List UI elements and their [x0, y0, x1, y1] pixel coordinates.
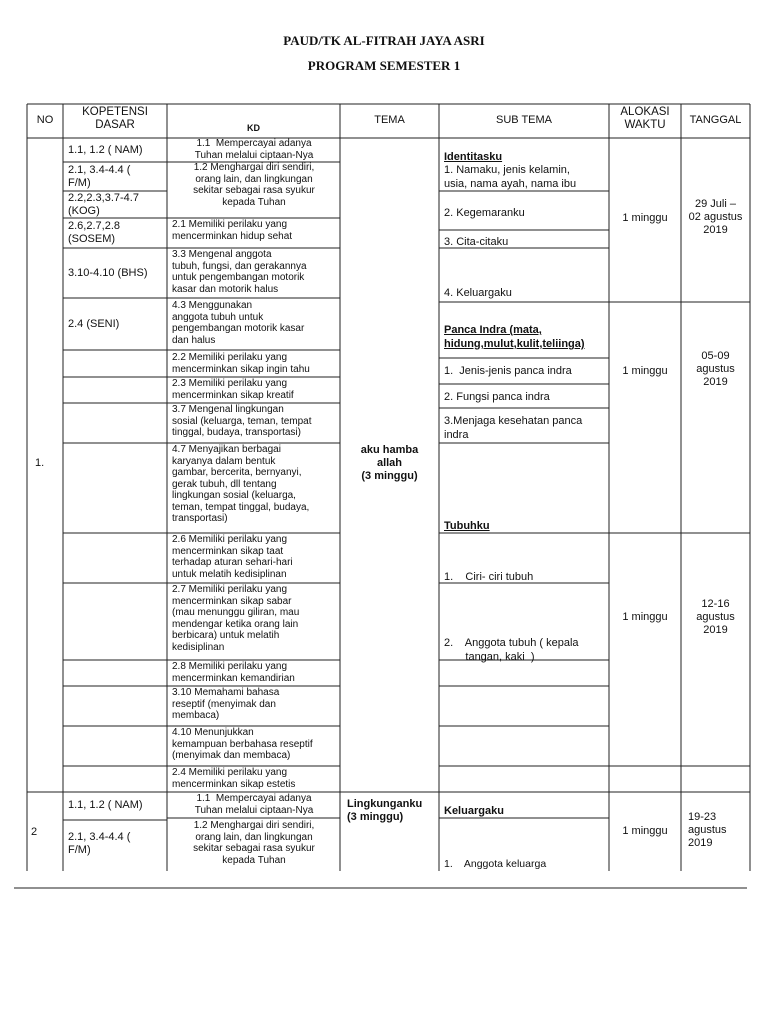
subtema-item: 2. Fungsi panca indra — [444, 391, 550, 403]
tanggal-row2: 19-23 agustus 2019 — [688, 811, 727, 849]
col-header-tanggal: TANGGAL — [689, 114, 742, 126]
subtema-title-identitasku: Identitasku — [444, 151, 503, 163]
subtema-item: 4. Keluargaku — [444, 287, 512, 299]
row2-kompetensi-2: 2.1, 3.4-4.4 ( F/M) — [68, 831, 131, 856]
kd-2-2: 2.2 Memiliki perilaku yang mencerminkan sikap ingin tahu — [172, 352, 310, 375]
col-header-alokasi: ALOKASI WAKTU — [620, 106, 670, 131]
kd-2-7: 2.7 Memiliki perilaku yang mencerminkan sikap sabar (mau menunggu giliran, mau mendengar ketika orang lain berbicara) untuk melatih kedisiplinan — [172, 584, 300, 653]
subtema-item: 1. Jenis-jenis panca indra — [444, 365, 572, 377]
school-title: PAUD/TK AL-FITRAH JAYA ASRI — [283, 33, 485, 48]
kd-3-7: 3.7 Mengenal lingkungan sosial (keluarga, teman, tempat tinggal, budaya, transportasi) — [172, 404, 312, 438]
col-header-sub-tema: SUB TEMA — [495, 114, 553, 126]
alokasi-week-3: 1 minggu — [622, 611, 668, 623]
kd-2-8: 2.8 Memiliki perilaku yang mencerminkan kemandirian — [172, 661, 295, 684]
kd-3-10: 3.10 Memahami bahasa reseptif (menyimak dan membaca) — [172, 687, 280, 721]
row2-kd-1-1: 1.1 Mempercayai adanya Tuhan melalui ciptaan-Nya — [194, 793, 314, 816]
subtema-item: 1. Anggota keluarga — [444, 858, 547, 870]
col-header-no: NO — [36, 114, 54, 126]
col-header-kompetensi: KOPETENSI DASAR — [82, 106, 148, 131]
row2-no: 2 — [31, 826, 38, 838]
row1-kompetensi-2: 2.1, 3.4-4.4 ( F/M) — [68, 164, 131, 189]
row1-kompetensi-6: 2.4 (SENI) — [68, 318, 120, 330]
row1-no: 1. — [35, 457, 45, 469]
row1-kompetensi-1: 1.1, 1.2 ( NAM) — [68, 144, 143, 156]
tanggal-week-1: 29 Juli – 02 agustus 2019 — [688, 198, 743, 236]
kd-2-1: 2.1 Memiliki perilaku yang mencerminkan hidup sehat — [172, 219, 293, 242]
kd-2-3: 2.3 Memiliki perilaku yang mencerminkan sikap kreatif — [172, 378, 294, 401]
program-title: PROGRAM SEMESTER 1 — [307, 58, 461, 73]
subtema-title-keluargaku: Keluargaku — [444, 805, 504, 817]
subtema-item: 3. Cita-citaku — [444, 236, 509, 248]
tanggal-week-3: 12-16 agustus 2019 — [696, 598, 735, 636]
subtema-item: 2. Anggota tubuh ( kepala tangan, kaki ) — [444, 637, 579, 663]
row1-kompetensi-3: 2.2,2.3,3.7-4.7 (KOG) — [68, 192, 139, 217]
kd-3-3: 3.3 Mengenal anggota tubuh, fungsi, dan gerakannya untuk pengembangan motorik kasar dan motorik halus — [172, 249, 307, 295]
kd-1-2: 1.2 Menghargai diri sendiri, orang lain, dan lingkungan sekitar sebagai rasa syukur kepada Tuhan — [193, 162, 315, 208]
kd-2-4: 2.4 Memiliki perilaku yang mencerminkan sikap estetis — [172, 767, 296, 790]
subtema-title-tubuhku: Tubuhku — [444, 520, 490, 532]
kd-1-1: 1.1 Mempercayai adanya Tuhan melalui ciptaan-Nya — [194, 138, 314, 161]
row2-kompetensi-1: 1.1, 1.2 ( NAM) — [68, 799, 143, 811]
tanggal-week-2: 05-09 agustus 2019 — [696, 350, 735, 388]
row1-tema: aku hamba allah (3 minggu) — [360, 444, 419, 482]
subtema-item: 1. Namaku, jenis kelamin, usia, nama ayah, nama ibu — [444, 164, 577, 190]
subtema-item: 2. Kegemaranku — [444, 207, 525, 219]
row1-kompetensi-5: 3.10-4.10 (BHS) — [68, 267, 148, 279]
alokasi-week-1: 1 minggu — [622, 212, 668, 224]
kd-4-3: 4.3 Menggunakan anggota tubuh untuk pengembangan motorik kasar dan halus — [172, 300, 305, 346]
row2-kd-1-2: 1.2 Menghargai diri sendiri, orang lain, dan lingkungan sekitar sebagai rasa syukur kepada Tuhan — [193, 820, 315, 866]
col-header-tema: TEMA — [374, 114, 405, 126]
alokasi-row2: 1 minggu — [622, 825, 668, 837]
row1-kompetensi-4: 2.6,2.7,2.8 (SOSEM) — [68, 220, 120, 245]
kd-2-6: 2.6 Memiliki perilaku yang mencerminkan sikap taat terhadap aturan sehari-hari untuk melatih kedisiplinan — [172, 534, 293, 580]
kd-4-7: 4.7 Menyajikan berbagai karyanya dalam bentuk gambar, bercerita, bernyanyi, gerak tubuh, dll tentang lingkungan sosial (keluarga, teman, tempat tinggal, budaya, transportasi) — [172, 444, 310, 524]
alokasi-week-2: 1 minggu — [622, 365, 668, 377]
subtema-item: 1. Ciri- ciri tubuh — [444, 571, 534, 583]
subtema-title-panca-indra: Panca Indra (mata, hidung,mulut,kulit,teliinga) — [444, 324, 585, 350]
subtema-item: 3.Menjaga kesehatan panca indra — [444, 415, 583, 441]
col-header-kd: KD — [247, 123, 260, 133]
kd-4-10: 4.10 Menunjukkan kemampuan berbahasa reseptif (menyimak dan membaca) — [172, 727, 313, 761]
row2-tema: Lingkunganku (3 minggu) — [347, 798, 423, 823]
